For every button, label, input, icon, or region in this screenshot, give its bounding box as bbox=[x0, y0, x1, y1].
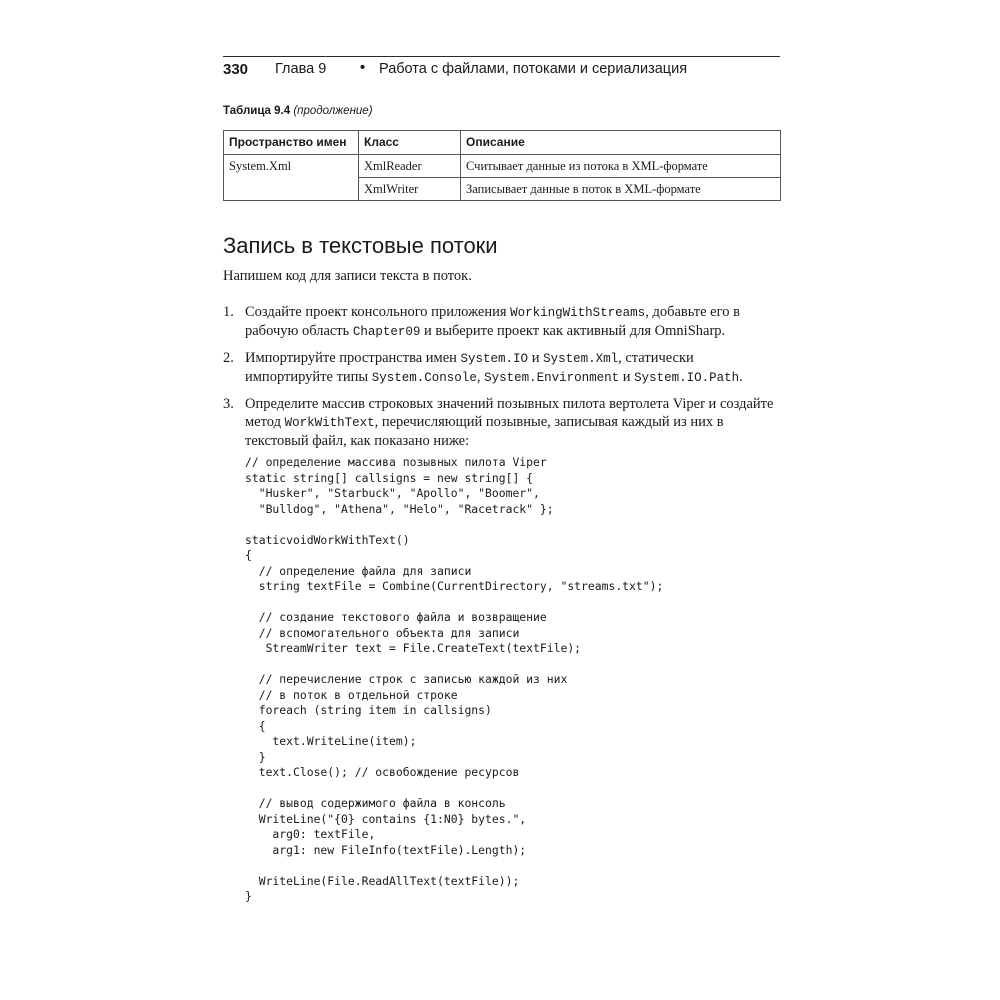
step-text: , bbox=[476, 369, 485, 385]
table-cell: XmlReader bbox=[359, 155, 461, 178]
section-heading: Запись в текстовые потоки bbox=[223, 233, 498, 258]
step-text: и bbox=[528, 350, 544, 366]
table-header-cell: Пространство имен bbox=[224, 131, 359, 155]
section-intro: Напишем код для записи текста в поток. bbox=[223, 268, 472, 284]
step-text: , статически импортируйте типы bbox=[245, 350, 694, 385]
list-item bbox=[223, 395, 780, 450]
step-number: 1. bbox=[223, 304, 234, 320]
list-item bbox=[223, 303, 780, 341]
table-caption-number: Таблица 9.4 bbox=[223, 105, 291, 117]
running-header bbox=[223, 56, 780, 83]
page-number: 330 bbox=[223, 61, 249, 78]
inline-code: WorkingWithStreams bbox=[510, 306, 646, 320]
code-listing: // определение массива позывных пилота Viper static string[] callsigns = new string[] { "Husker", "Starbuck", "Apollo", "Boomer", "Bulldog", "Athena", "Helo", "Racetrack" }; staticvoidWorkWithText() { // определение файла для записи string textFile = Combine(CurrentDirectory, "streams.txt"); // создание текстового файла и возвращение // вспомогательного объекта для записи StreamWriter text = File.CreateText(textFile); // перечисление строк с записью каждой из них // в поток в отдельной строке foreach (string item in callsigns) { text.WriteLine(item); } text.Close(); // освобождение ресурсов // вывод содержимого файла в консоль WriteLine("{0} contains {1:N0} bytes.", arg0: textFile, arg1: new FileInfo(textFile).Length); WriteLine(File.ReadAllText(textFile)); } bbox=[245, 455, 664, 903]
table-row bbox=[224, 155, 781, 178]
namespace-table bbox=[223, 130, 781, 201]
chapter-label: Глава 9 bbox=[275, 61, 327, 77]
inline-code: Chapter09 bbox=[352, 325, 421, 339]
step-number: 2. bbox=[223, 350, 234, 366]
table-caption-note: (продолжение) bbox=[293, 105, 373, 117]
table-cell: Считывает данные из потока в XML-формате bbox=[461, 155, 781, 178]
steps-list bbox=[223, 303, 780, 450]
table-cell bbox=[224, 178, 359, 201]
step-text: Импортируйте пространства имен bbox=[245, 350, 461, 366]
step-text: Определите массив строковых значений позывных пилота вертолета Viper и создайте метод bbox=[245, 396, 774, 430]
step-text: и выберите проект как активный для OmniSharp. bbox=[420, 323, 726, 339]
table-header-row bbox=[224, 131, 781, 155]
step-text: , добавьте его в рабочую область bbox=[245, 304, 740, 339]
table-cell: XmlWriter bbox=[359, 178, 461, 201]
step-text: и bbox=[619, 369, 635, 385]
inline-code: System.IO bbox=[460, 352, 529, 366]
step-text: . bbox=[739, 369, 743, 385]
table-row bbox=[224, 178, 781, 201]
inline-code: System.IO.Path bbox=[634, 371, 740, 385]
inline-code: System.Xml bbox=[543, 352, 619, 366]
step-text: Создайте проект консольного приложения bbox=[245, 304, 511, 320]
table-cell: System.Xml bbox=[224, 155, 359, 178]
list-item bbox=[223, 349, 780, 387]
header-bullet: • bbox=[360, 60, 366, 76]
step-number: 3. bbox=[223, 396, 234, 412]
table-header-cell: Класс bbox=[359, 131, 461, 155]
step-text: , перечисляющий позывные, записывая каждый из них в текстовый файл, как показано ниже: bbox=[245, 414, 724, 449]
inline-code: System.Console bbox=[371, 371, 477, 385]
table-header-cell: Описание bbox=[461, 131, 781, 155]
inline-code: System.Environment bbox=[484, 371, 620, 385]
chapter-title: Работа с файлами, потоками и сериализация bbox=[379, 61, 688, 77]
inline-code: WorkWithText bbox=[284, 416, 375, 430]
table-caption bbox=[223, 105, 373, 117]
table-cell: Записывает данные в поток в XML-формате bbox=[461, 178, 781, 201]
